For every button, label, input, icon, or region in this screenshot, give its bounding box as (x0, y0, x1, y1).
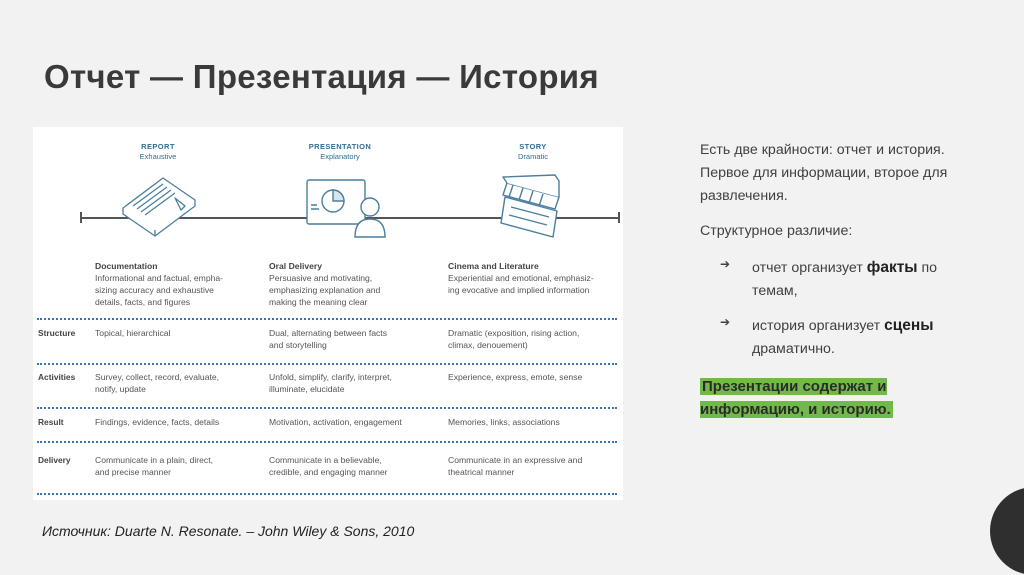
axis-tick (618, 212, 620, 223)
row-cell: Experience, express, emote, sense (448, 372, 583, 382)
row-separator (37, 407, 617, 409)
arrow-icon: ➔ (720, 315, 731, 330)
clapperboard-icon (497, 171, 567, 241)
row-cell: Unfold, simplify, clarify, interpret, illuminate, elucidate (269, 372, 392, 394)
description-block-presentation (269, 261, 380, 308)
slide-text-panel (700, 139, 980, 422)
row-cell: Communicate in an expressive and theatrical manner (448, 455, 583, 477)
highlight-text: Презентации содержат и информацию, и историю. (700, 378, 891, 419)
row-label: Activities (38, 372, 76, 382)
row-cell: Dual, alternating between facts and storytelling (269, 328, 387, 350)
row-cell: Dramatic (exposition, rising action, climax, denouement) (448, 328, 580, 350)
row-cell: Findings, evidence, facts, details (95, 417, 220, 427)
row-label: Delivery (38, 455, 71, 465)
structure-heading: Структурное различие: (700, 223, 853, 239)
block-text: Experiential and emotional, emphasiz- ing evocative and implied information (448, 272, 594, 295)
row-label: Result (38, 417, 64, 427)
row-cell: Communicate in a plain, direct, and precise manner (95, 455, 213, 477)
highlighted-conclusion (700, 375, 930, 422)
arrow-icon: ➔ (720, 257, 731, 271)
column-header-story (493, 142, 573, 162)
row-cell: Communicate in a believable, credible, and engaging manner (269, 455, 388, 477)
axis-tick (80, 212, 82, 223)
bullet-text: драматично. (752, 341, 835, 358)
row-cell: Motivation, activation, engagement (269, 417, 402, 427)
block-text: Informational and factual, empha- sizing accuracy and exhaustive details, facts, and figures (95, 272, 224, 307)
bullet-story (700, 313, 980, 361)
column-name: REPORT (141, 142, 175, 151)
bullet-keyword: факты (866, 259, 918, 276)
description-block-story (448, 261, 594, 297)
description-block-report (95, 261, 223, 308)
bullet-text: по темам, (752, 260, 938, 300)
corner-decoration (990, 487, 1024, 575)
row-cell: Memories, links, associations (448, 417, 560, 427)
row-separator (37, 318, 617, 320)
intro-paragraph: Есть две крайности: отчет и история. Первое для информации, второе для развлечения. (700, 142, 948, 204)
block-title: Oral Delivery (269, 261, 323, 271)
bullet-keyword: сцены (884, 317, 934, 335)
column-name: STORY (519, 142, 547, 151)
row-separator (37, 441, 617, 443)
column-header-report (118, 142, 198, 162)
row-cell: Survey, collect, record, evaluate, notify, update (95, 372, 220, 394)
row-label: Structure (38, 328, 76, 338)
bullet-report (700, 255, 980, 303)
block-title: Cinema and Literature (448, 261, 539, 271)
bullet-text: история организует (752, 318, 885, 335)
column-name: PRESENTATION (308, 142, 372, 151)
block-text: Persuasive and motivating, emphasizing explanation and making the meaning clear (269, 272, 381, 307)
column-subtitle: Dramatic (517, 152, 548, 162)
block-title: Documentation (95, 261, 158, 271)
bullet-text: отчет организует (752, 260, 867, 276)
comparison-figure (33, 127, 623, 500)
column-header-presentation (295, 142, 385, 162)
presentation-screen-icon (303, 177, 393, 239)
slide-title: Отчет — Презентация — История (44, 58, 599, 95)
row-cell: Topical, hierarchical (95, 328, 171, 338)
source-citation: Источник: Duarte N. Resonate. – John Wiley & Sons, 2010 (42, 523, 415, 539)
row-separator (37, 363, 617, 365)
report-book-icon (119, 172, 199, 240)
column-subtitle: Exhaustive (139, 152, 177, 162)
row-separator (37, 493, 617, 495)
column-subtitle: Explanatory (320, 152, 360, 162)
